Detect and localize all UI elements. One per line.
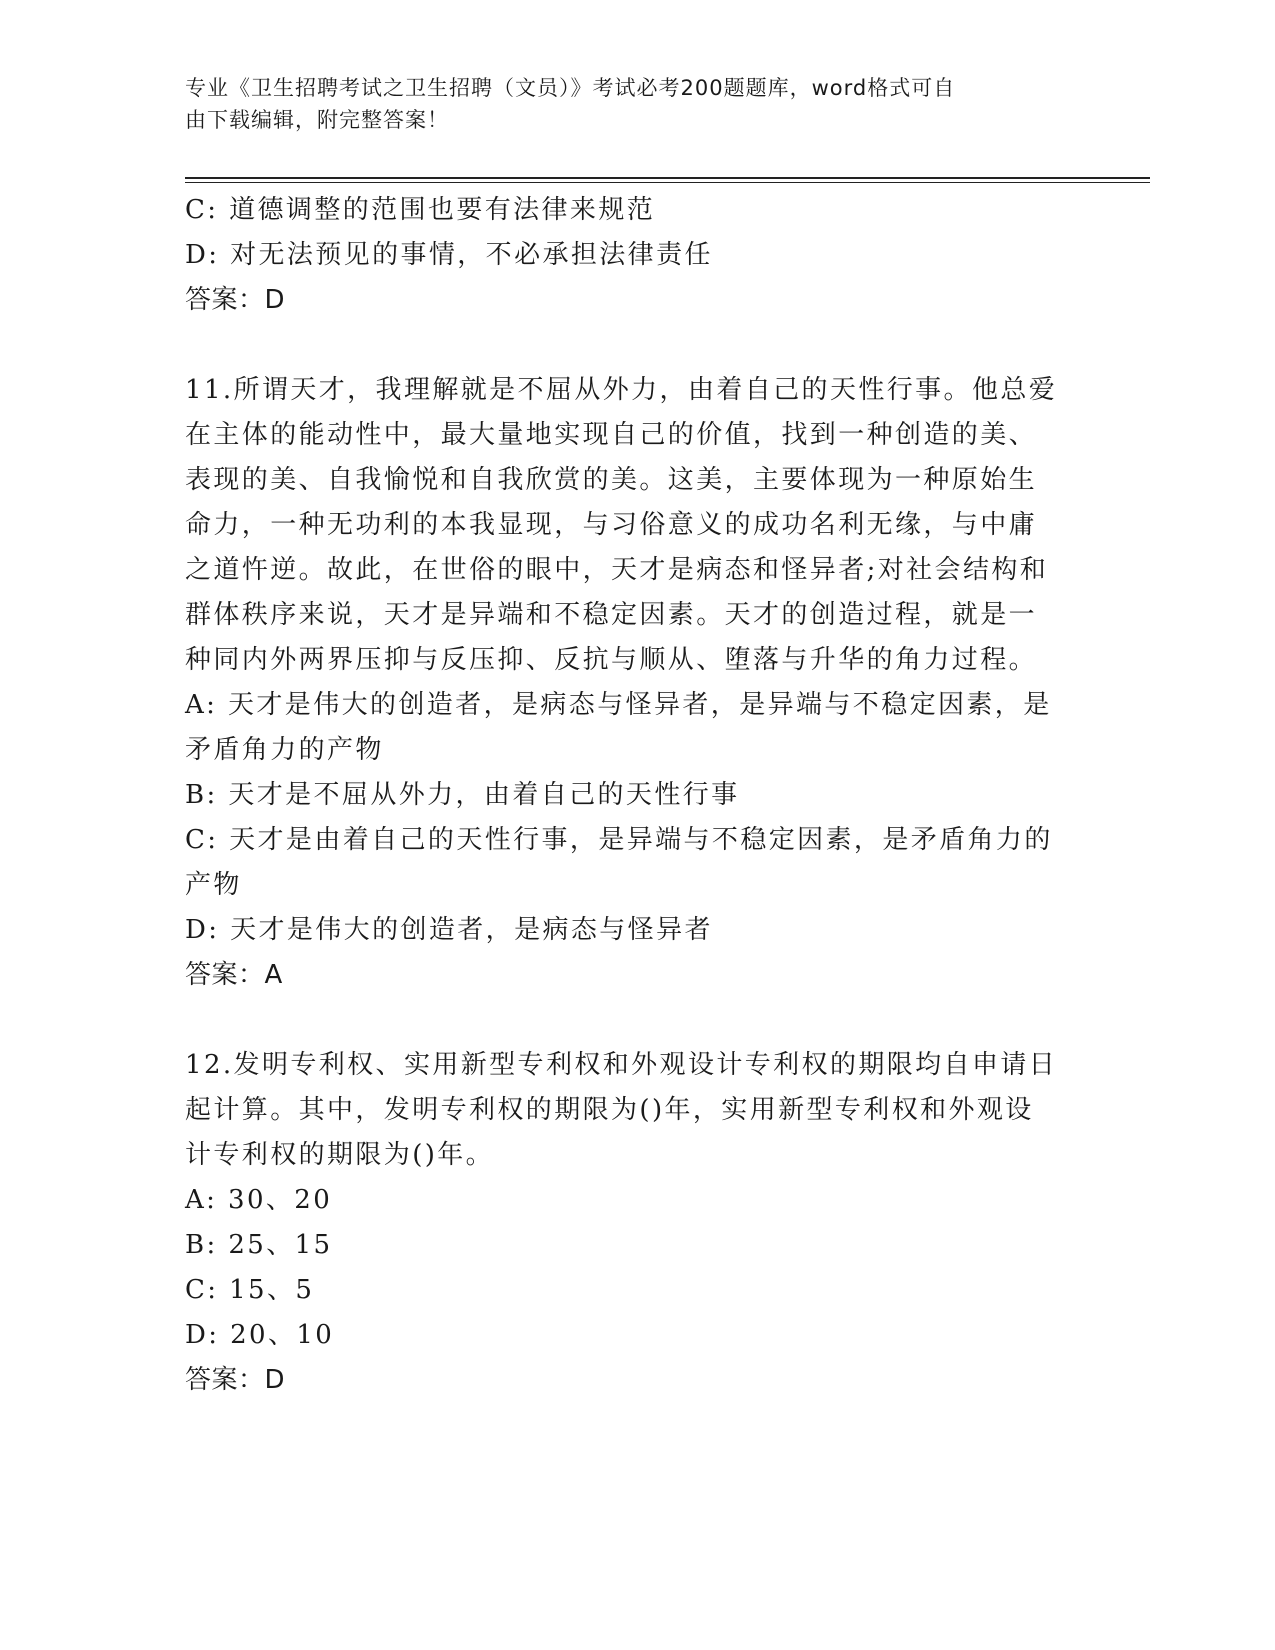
question-12 (185, 1043, 1085, 1403)
header-title-line-1: 专业《卫生招聘考试之卫生招聘（文员）》考试必考200题题库，word格式可自 (185, 76, 956, 100)
question-content (185, 188, 1085, 1403)
q11-stem-line: 之道忤逆。故此，在世俗的眼中，天才是病态和怪异者;对社会结构和 (185, 555, 1049, 585)
q12-answer: 答案：D (185, 1365, 286, 1395)
spacer (185, 998, 1085, 1043)
q11-option-a-line: A: 天才是伟大的创造者，是病态与怪异者，是异端与不稳定因素，是 (185, 690, 1052, 720)
q11-option-a-line: 矛盾角力的产物 (185, 735, 384, 765)
q11-stem-line: 群体秩序来说，天才是异端和不稳定因素。天才的创造过程，就是一 (185, 600, 1038, 630)
q11-answer: 答案：A (185, 960, 283, 990)
q11-stem-line: 在主体的能动性中，最大量地实现自己的价值，找到一种创造的美、 (185, 420, 1038, 450)
q11-option-d: D: 天才是伟大的创造者，是病态与怪异者 (185, 915, 713, 945)
prev-answer: 答案：D (185, 285, 286, 315)
prev-option-c: C: 道德调整的范围也要有法律来规范 (185, 195, 656, 225)
question-11 (185, 368, 1085, 998)
prev-option-d: D: 对无法预见的事情，不必承担法律责任 (185, 240, 713, 270)
q11-stem-line: 种同内外两界压抑与反压抑、反抗与顺从、堕落与升华的角力过程。 (185, 645, 1038, 675)
header-title-line-2: 由下载编辑，附完整答案！ (185, 108, 449, 132)
q11-option-c-line: 产物 (185, 870, 242, 900)
q11-option-b: B: 天才是不屈从外力，由着自己的天性行事 (185, 780, 740, 810)
q11-stem-line: 命力，一种无功利的本我显现，与习俗意义的成功名利无缘，与中庸 (185, 510, 1038, 540)
spacer (185, 323, 1085, 368)
q11-option-c-line: C: 天才是由着自己的天性行事，是异端与不稳定因素，是矛盾角力的 (185, 825, 1053, 855)
q12-option-a: A: 30、20 (185, 1185, 333, 1215)
q12-stem-line: 计专利权的期限为()年。 (185, 1140, 495, 1170)
q12-option-c: C: 15、5 (185, 1275, 315, 1305)
q11-stem-line: 表现的美、自我愉悦和自我欣赏的美。这美，主要体现为一种原始生 (185, 465, 1038, 495)
q12-option-d: D: 20、10 (185, 1320, 335, 1350)
header-divider-thick (185, 177, 1150, 179)
q11-stem-line: 11.所谓天才，我理解就是不屈从外力，由着自己的天性行事。他总爱 (185, 375, 1058, 405)
header-divider-thin (185, 182, 1150, 183)
q12-stem-line: 起计算。其中，发明专利权的期限为()年，实用新型专利权和外观设 (185, 1095, 1034, 1125)
q12-option-b: B: 25、15 (185, 1230, 333, 1260)
document-header (185, 72, 1065, 136)
q12-stem-line: 12.发明专利权、实用新型专利权和外观设计专利权的期限均自申请日 (185, 1050, 1058, 1080)
